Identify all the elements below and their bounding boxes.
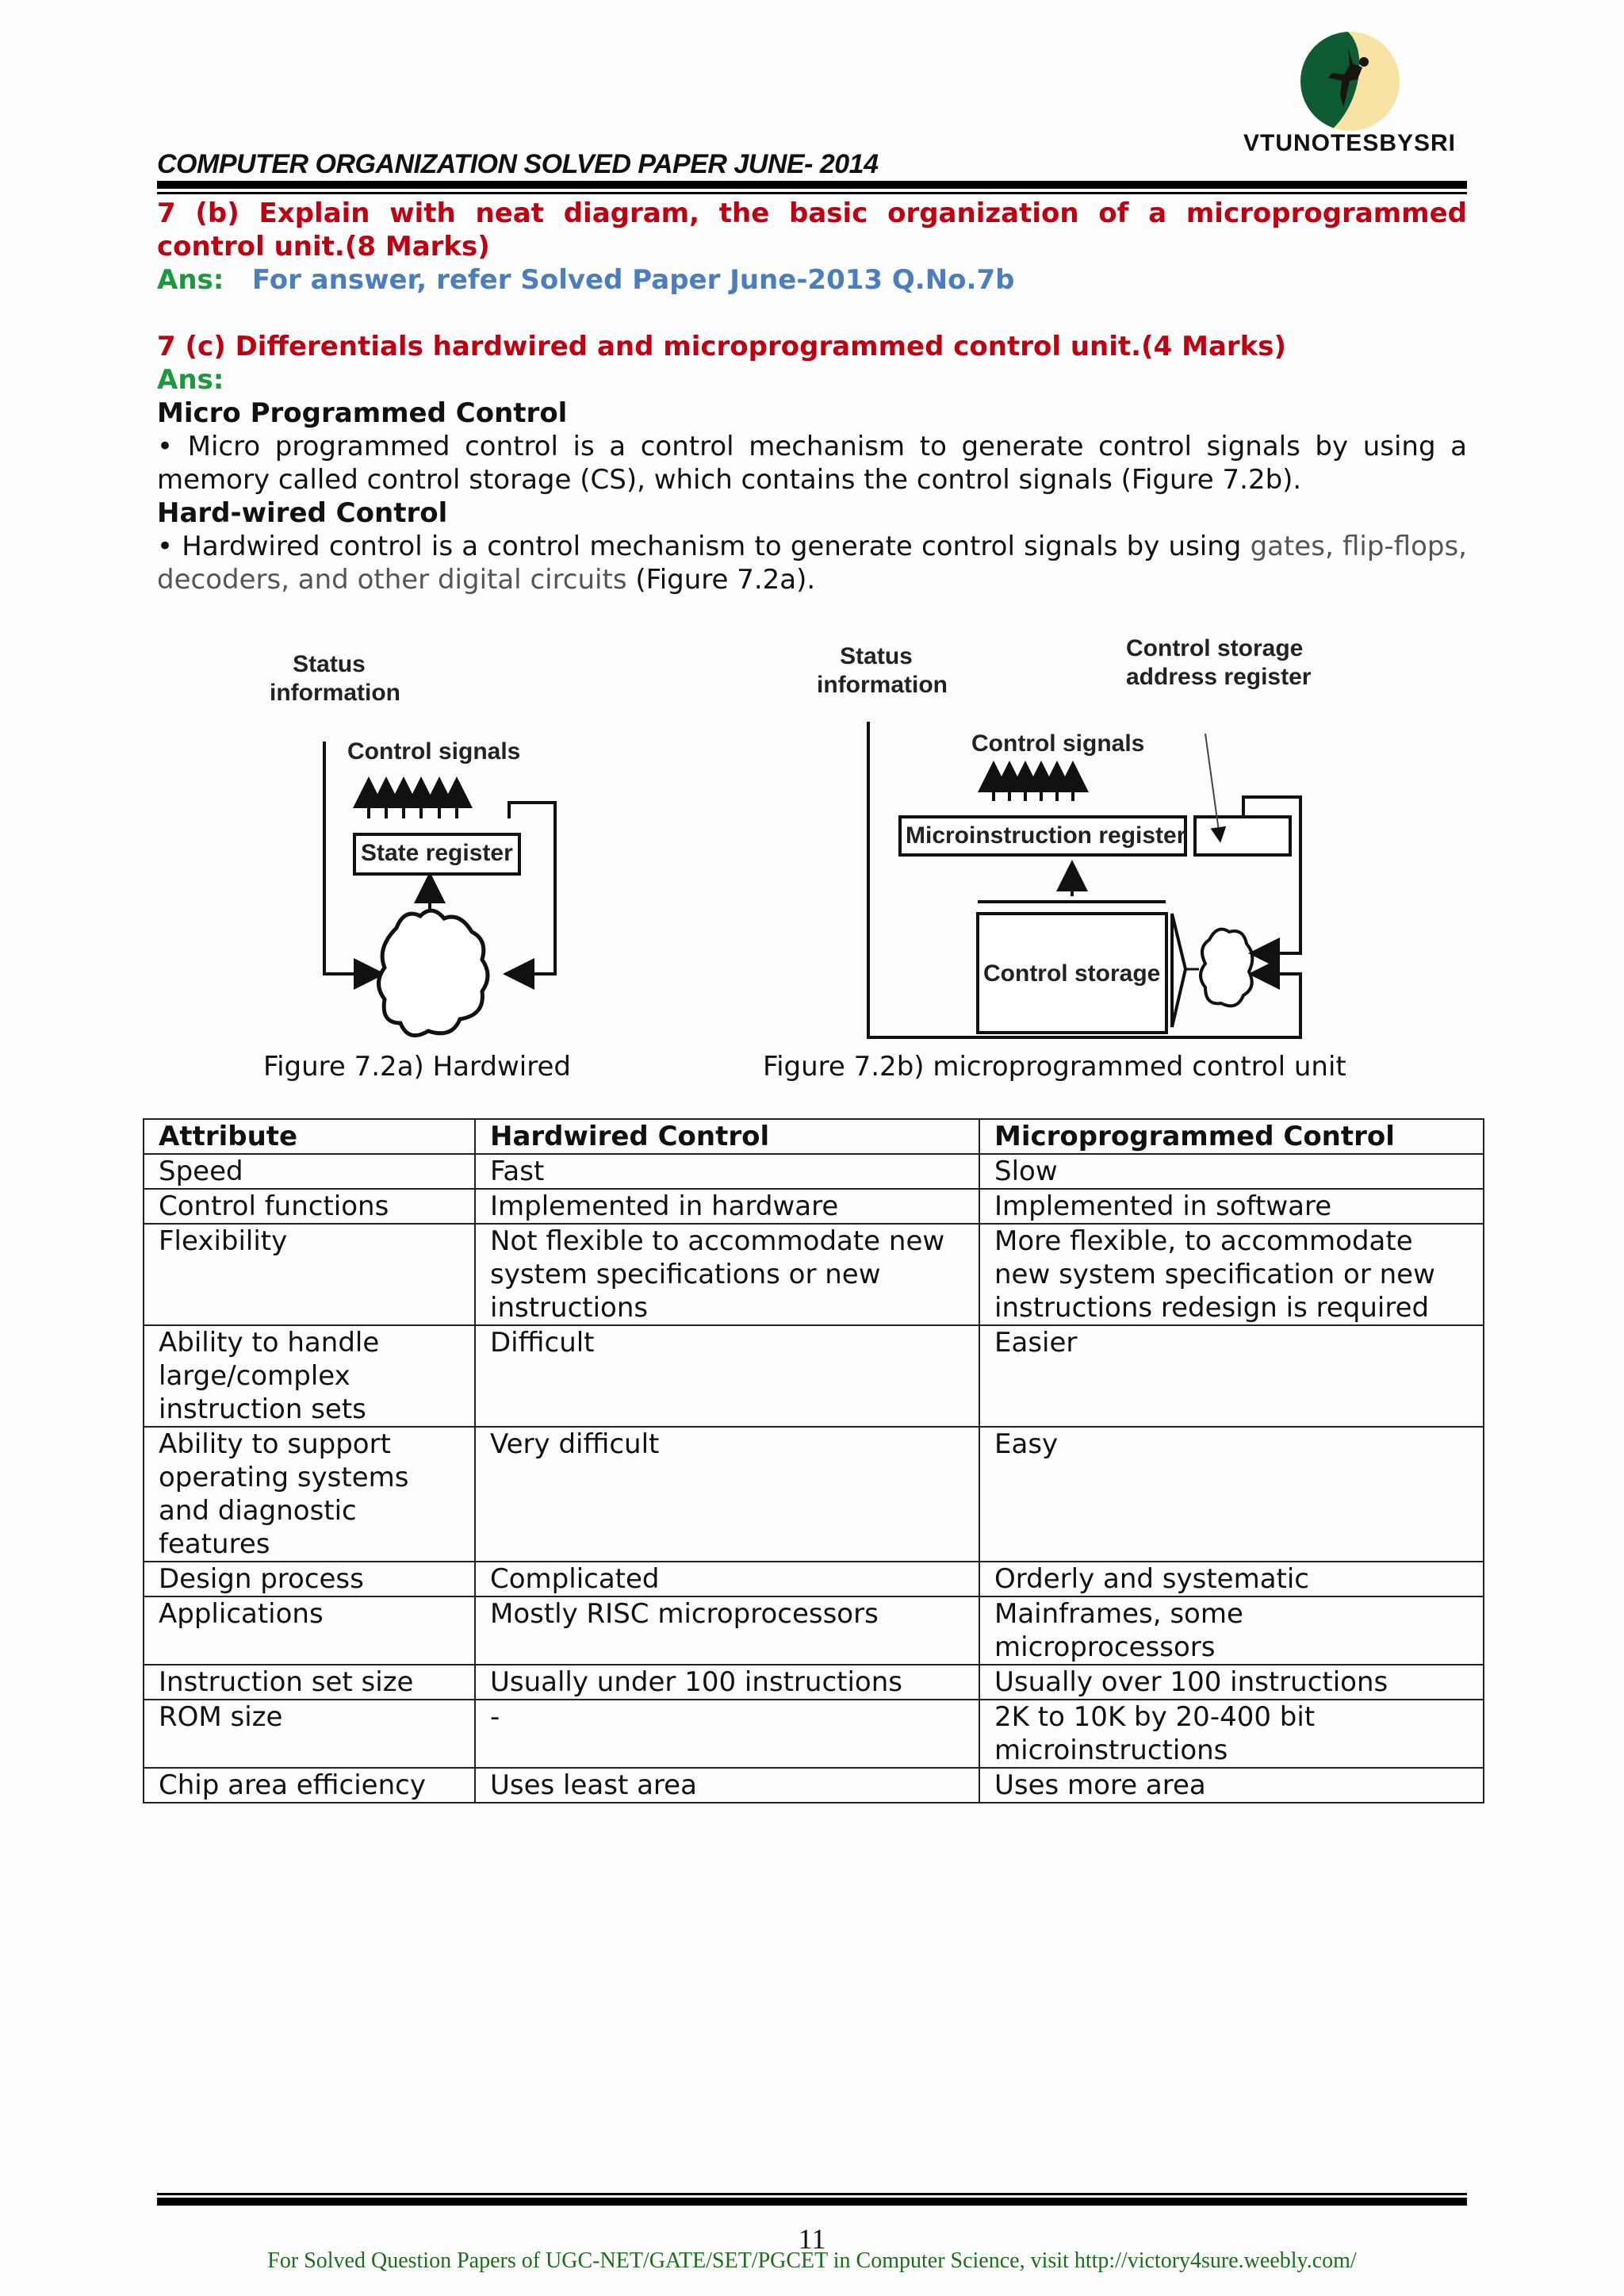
cell: More flexible, to accommodate new system specification or new instructions redesign is required: [979, 1224, 1484, 1325]
header-hardwired: Hardwired Control: [475, 1119, 979, 1154]
cell: Difficult: [475, 1325, 979, 1427]
cell: -: [475, 1700, 979, 1768]
hardwired-bullet-text: • Hardwired control is a control mechanism to generate control signals by using: [157, 531, 1251, 562]
page-number: 11: [798, 2223, 826, 2255]
table-row: [144, 1665, 1484, 1700]
cell: Usually over 100 instructions: [979, 1665, 1484, 1700]
cell: Implemented in software: [979, 1189, 1484, 1224]
question-7b: 7 (b) Explain with neat diagram, the basic organization of a microprogrammed control unit.(8 Marks): [157, 197, 1467, 263]
control-signals-label: Control signals: [347, 738, 521, 765]
cell: Applications: [144, 1596, 475, 1665]
figure-b-caption: Figure 7.2b) microprogrammed control unit: [763, 1051, 1346, 1083]
cell: Implemented in hardware: [475, 1189, 979, 1224]
answer-reference: For answer, refer Solved Paper June-2013 Q.No.7b: [251, 264, 1015, 296]
hardwired-bullet-ref: (Figure 7.2a).: [626, 564, 816, 596]
table-row: [144, 1154, 1484, 1189]
table-row: [144, 1700, 1484, 1768]
cell: Ability to handle large/complex instruction sets: [144, 1325, 475, 1427]
hardwired-bullet-gray: gates, flip-flops, decoders, and other digital circuits: [157, 531, 1467, 596]
figure-microprogrammed-diagram: [809, 627, 1348, 1047]
rock-climber-logo-icon: [1300, 32, 1400, 131]
control-storage-label: Control storage: [983, 960, 1161, 987]
cell: 2K to 10K by 20-400 bit microinstructions: [979, 1700, 1484, 1768]
cell: Usually under 100 instructions: [475, 1665, 979, 1700]
table-row: [144, 1325, 1484, 1427]
cell: Easy: [979, 1427, 1484, 1562]
figure-hardwired-diagram: [238, 634, 571, 1047]
csar-label: Control storage address register: [1126, 635, 1312, 690]
cell: Fast: [475, 1154, 979, 1189]
running-title: COMPUTER ORGANIZATION SOLVED PAPER JUNE- 2014: [157, 149, 879, 179]
figure-a-caption: Figure 7.2a) Hardwired: [263, 1051, 571, 1083]
table-row: [144, 1189, 1484, 1224]
hardwired-bullet: [157, 530, 1467, 596]
cell: Complicated: [475, 1562, 979, 1596]
status-info-label: Status information: [817, 643, 948, 698]
cell: Easier: [979, 1325, 1484, 1427]
footer-text: For Solved Question Papers of UGC-NET/GATE/SET/PGCET in Computer Science, visit http://victory4sure.weebly.com/: [267, 2248, 1357, 2273]
cell: Flexibility: [144, 1224, 475, 1325]
cell: Mostly RISC microprocessors: [475, 1596, 979, 1665]
header-rule-thin: [157, 192, 1467, 194]
ans-label: Ans:: [157, 364, 224, 396]
cell: Not flexible to accommodate new system specifications or new instructions: [475, 1224, 979, 1325]
table-header-row: [144, 1119, 1484, 1154]
comparison-table: [143, 1118, 1484, 1803]
control-signals-label: Control signals: [971, 730, 1145, 757]
brand-name: VTUNOTESBYSRI: [1243, 130, 1457, 156]
state-register-label: State register: [361, 840, 513, 866]
footer-rule-thin: [157, 2193, 1467, 2195]
cell: Orderly and systematic: [979, 1562, 1484, 1596]
question-7c: 7 (c) Differentials hardwired and microprogrammed control unit.(4 Marks): [157, 331, 1287, 362]
cell: Ability to support operating systems and diagnostic features: [144, 1427, 475, 1562]
header-attribute: Attribute: [144, 1119, 475, 1154]
footer-rule: [157, 2198, 1467, 2206]
answer-7b: [157, 263, 1467, 297]
cell: Instruction set size: [144, 1665, 475, 1700]
cell: Uses more area: [979, 1768, 1484, 1803]
cell: Control functions: [144, 1189, 475, 1224]
cell: Design process: [144, 1562, 475, 1596]
cell: Uses least area: [475, 1768, 979, 1803]
cell: ROM size: [144, 1700, 475, 1768]
header-microprogrammed: Microprogrammed Control: [979, 1119, 1484, 1154]
cell: Very difficult: [475, 1427, 979, 1562]
micro-programmed-heading: Micro Programmed Control: [157, 397, 568, 429]
microinstruction-register-label: Microinstruction register: [906, 822, 1186, 849]
table-row: [144, 1427, 1484, 1562]
cell: Slow: [979, 1154, 1484, 1189]
page-content: [157, 197, 1467, 596]
micro-programmed-bullet: • Micro programmed control is a control mechanism to generate control signals by using a memory called control storage (CS), which contains the control signals (Figure 7.2b).: [157, 431, 1467, 496]
header-rule: [157, 181, 1467, 189]
ans-label: Ans:: [157, 264, 224, 296]
cell: Speed: [144, 1154, 475, 1189]
status-info-label: Status information: [270, 651, 400, 706]
cell: Chip area efficiency: [144, 1768, 475, 1803]
cell: Mainframes, some microprocessors: [979, 1596, 1484, 1665]
table-row: [144, 1224, 1484, 1325]
hardwired-heading: Hard-wired Control: [157, 497, 448, 529]
table-row: [144, 1768, 1484, 1803]
table-row: [144, 1562, 1484, 1596]
table-row: [144, 1596, 1484, 1665]
